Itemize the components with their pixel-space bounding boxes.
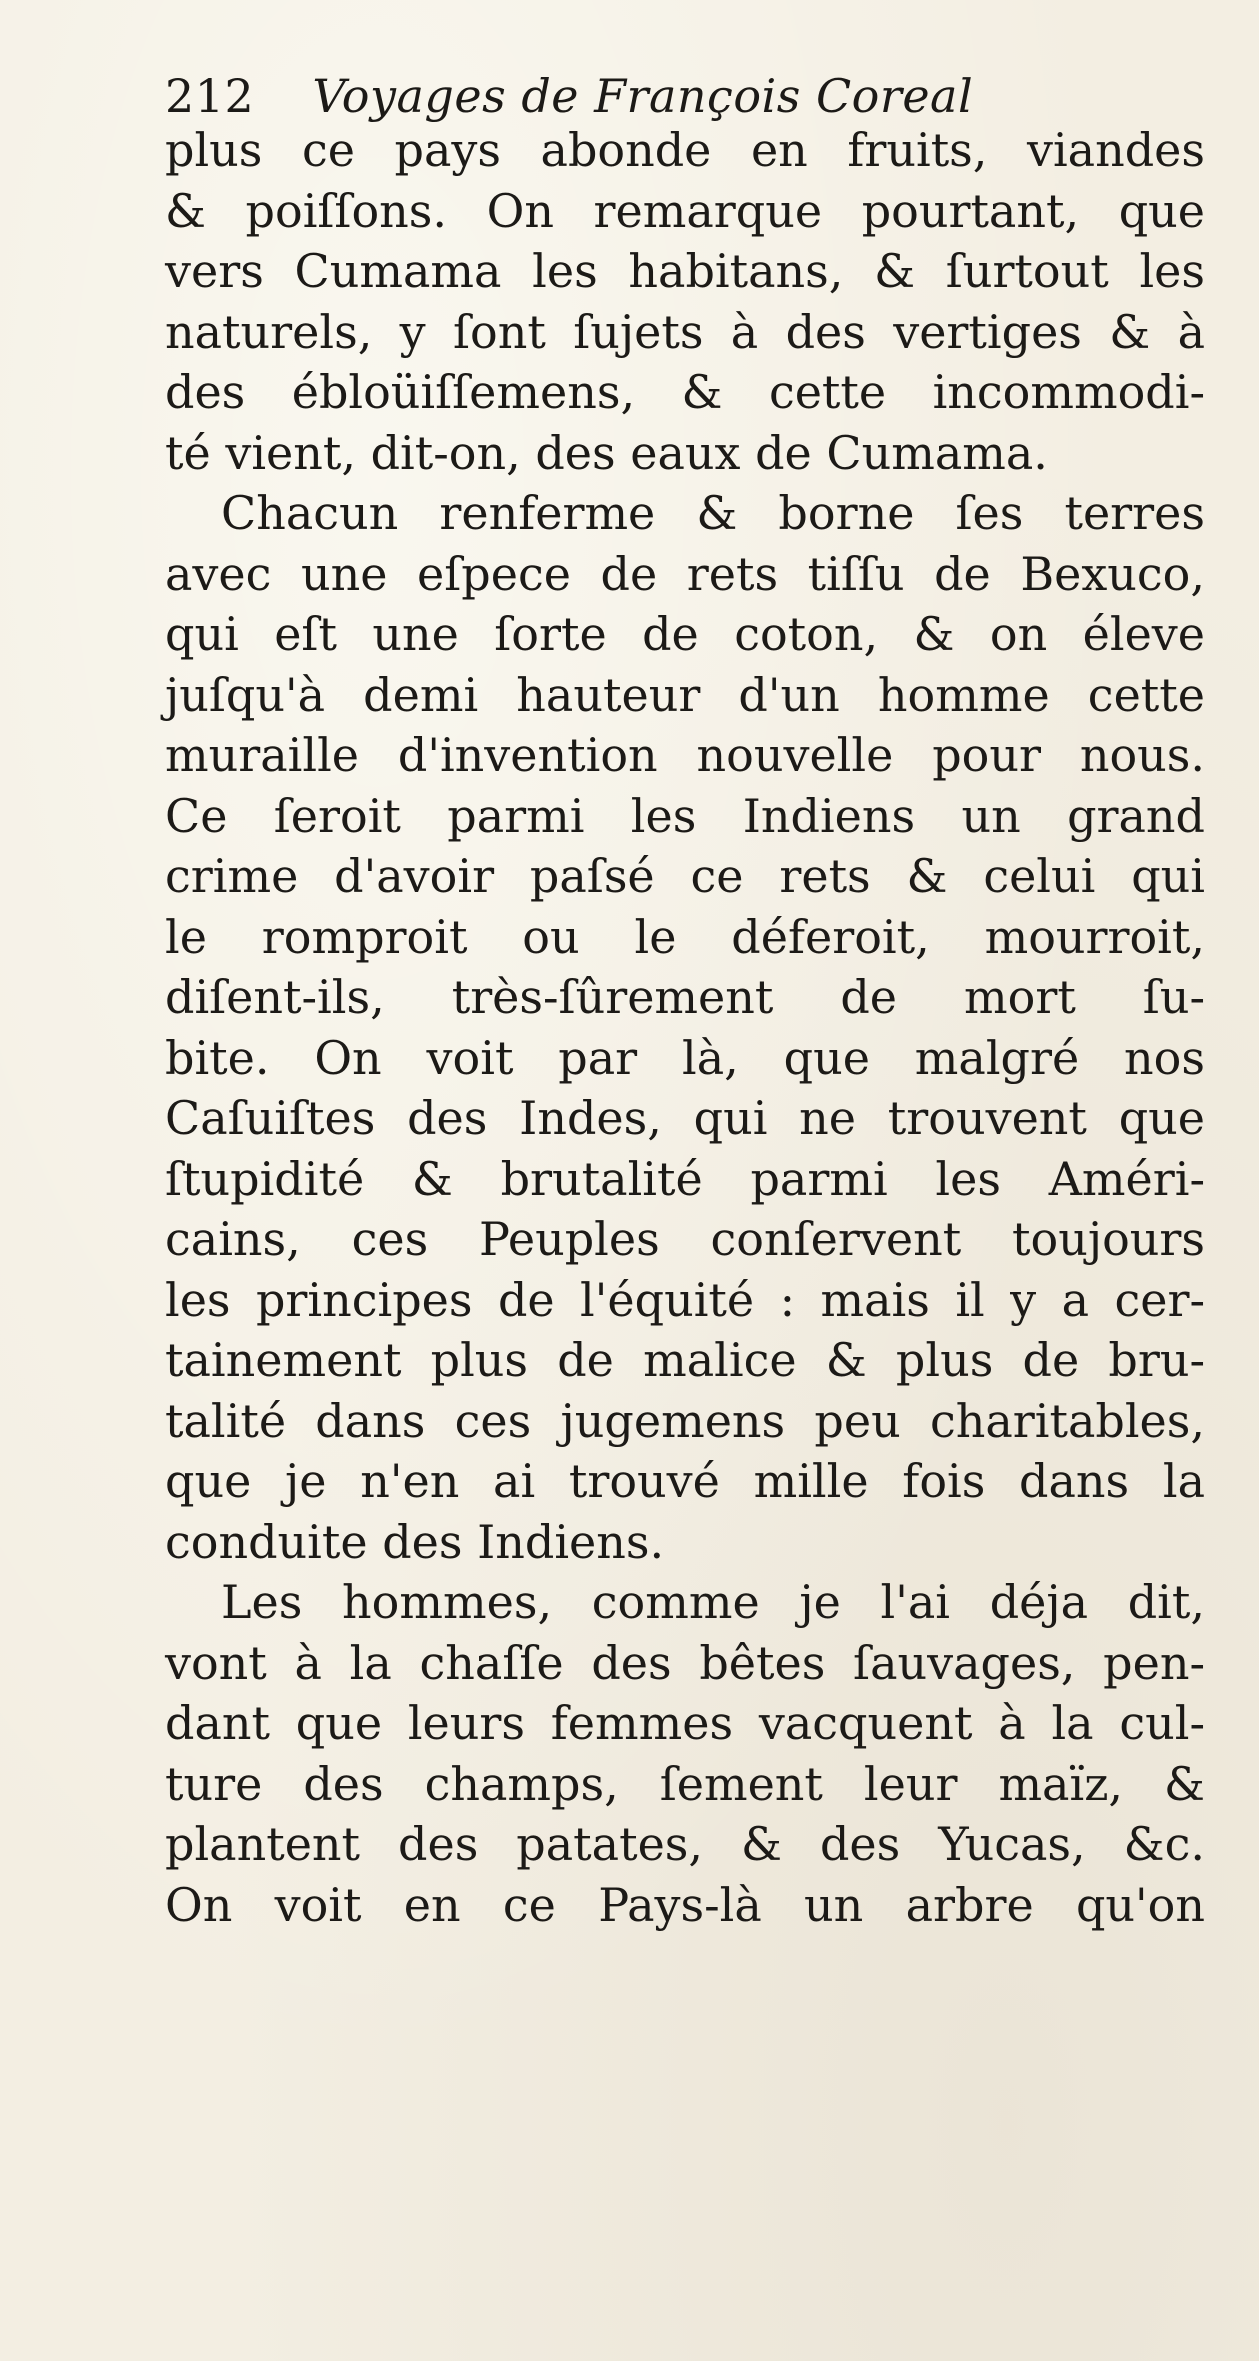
body-text	[165, 120, 1205, 1935]
running-title: Voyages de François Coreal	[312, 69, 974, 123]
text-line: que je n'en ai trouvé mille fois dans la	[165, 1454, 1205, 1508]
text-line: diſent-ils, très-ſûrement de mort ſu-	[165, 970, 1205, 1024]
text-line: crime d'avoir paſsé ce rets & celui qui	[165, 849, 1205, 903]
text-line: avec une eſpece de rets tiſſu de Bexuco,	[165, 546, 1205, 601]
paragraph-1	[165, 120, 1205, 483]
text-line: dant que leurs femmes vacquent à la cul-	[165, 1696, 1205, 1750]
text-line: ſtupidité & brutalité parmi les Améri-	[165, 1151, 1205, 1206]
text-line: le romproit ou le déferoit, mourroit,	[165, 909, 1205, 964]
paragraph-2	[165, 483, 1205, 1572]
text-line: & poiſſons. On remarque pourtant, que	[165, 183, 1205, 238]
text-line: Caſuiſtes des Indes, qui ne trouvent que	[165, 1091, 1205, 1145]
paragraph-3	[165, 1572, 1205, 1935]
text-line: qui eſt une ſorte de coton, & on éleve	[165, 607, 1205, 661]
text-line: vont à la chaſſe des bêtes ſauvages, pen-	[165, 1635, 1205, 1690]
text-line: On voit en ce Pays-là un arbre qu'on	[165, 1877, 1205, 1932]
text-line: vers Cumama les habitans, & ſurtout les	[165, 244, 1205, 298]
text-line: plantent des patates, & des Yucas, &c.	[165, 1817, 1205, 1871]
text-line: té vient, dit-on, des eaux de Cumama.	[165, 425, 1048, 480]
text-line: tainement plus de malice & plus de bru-	[165, 1333, 1205, 1387]
text-line: talité dans ces jugemens peu charitables,	[165, 1393, 1205, 1448]
text-line: naturels, y ſont ſujets à des vertiges & à	[165, 304, 1205, 359]
text-line: ture des champs, ſement leur maïz, &	[165, 1756, 1205, 1811]
text-line: des ébloüiſſemens, & cette incommodi-	[165, 365, 1205, 419]
text-line: muraille d'invention nouvelle pour nous.	[165, 728, 1205, 782]
text-line: les principes de l'équité : mais il y a cer-	[165, 1272, 1205, 1327]
page-number: 212	[165, 69, 255, 123]
text-line: Chacun renferme & borne ſes terres	[221, 486, 1205, 540]
text-line: juſqu'à demi hauteur d'un homme cette	[165, 667, 1205, 722]
text-line: plus ce pays abonde en fruits, viandes	[165, 123, 1205, 177]
text-line: bite. On voit par là, que malgré nos	[165, 1030, 1205, 1085]
text-line: Ce ſeroit parmi les Indiens un grand	[165, 788, 1205, 843]
text-line: Les hommes, comme je l'ai déja dit,	[221, 1575, 1205, 1629]
text-line: cains, ces Peuples conſervent toujours	[165, 1212, 1205, 1266]
running-head	[165, 66, 973, 126]
text-line: conduite des Indiens.	[165, 1514, 665, 1569]
